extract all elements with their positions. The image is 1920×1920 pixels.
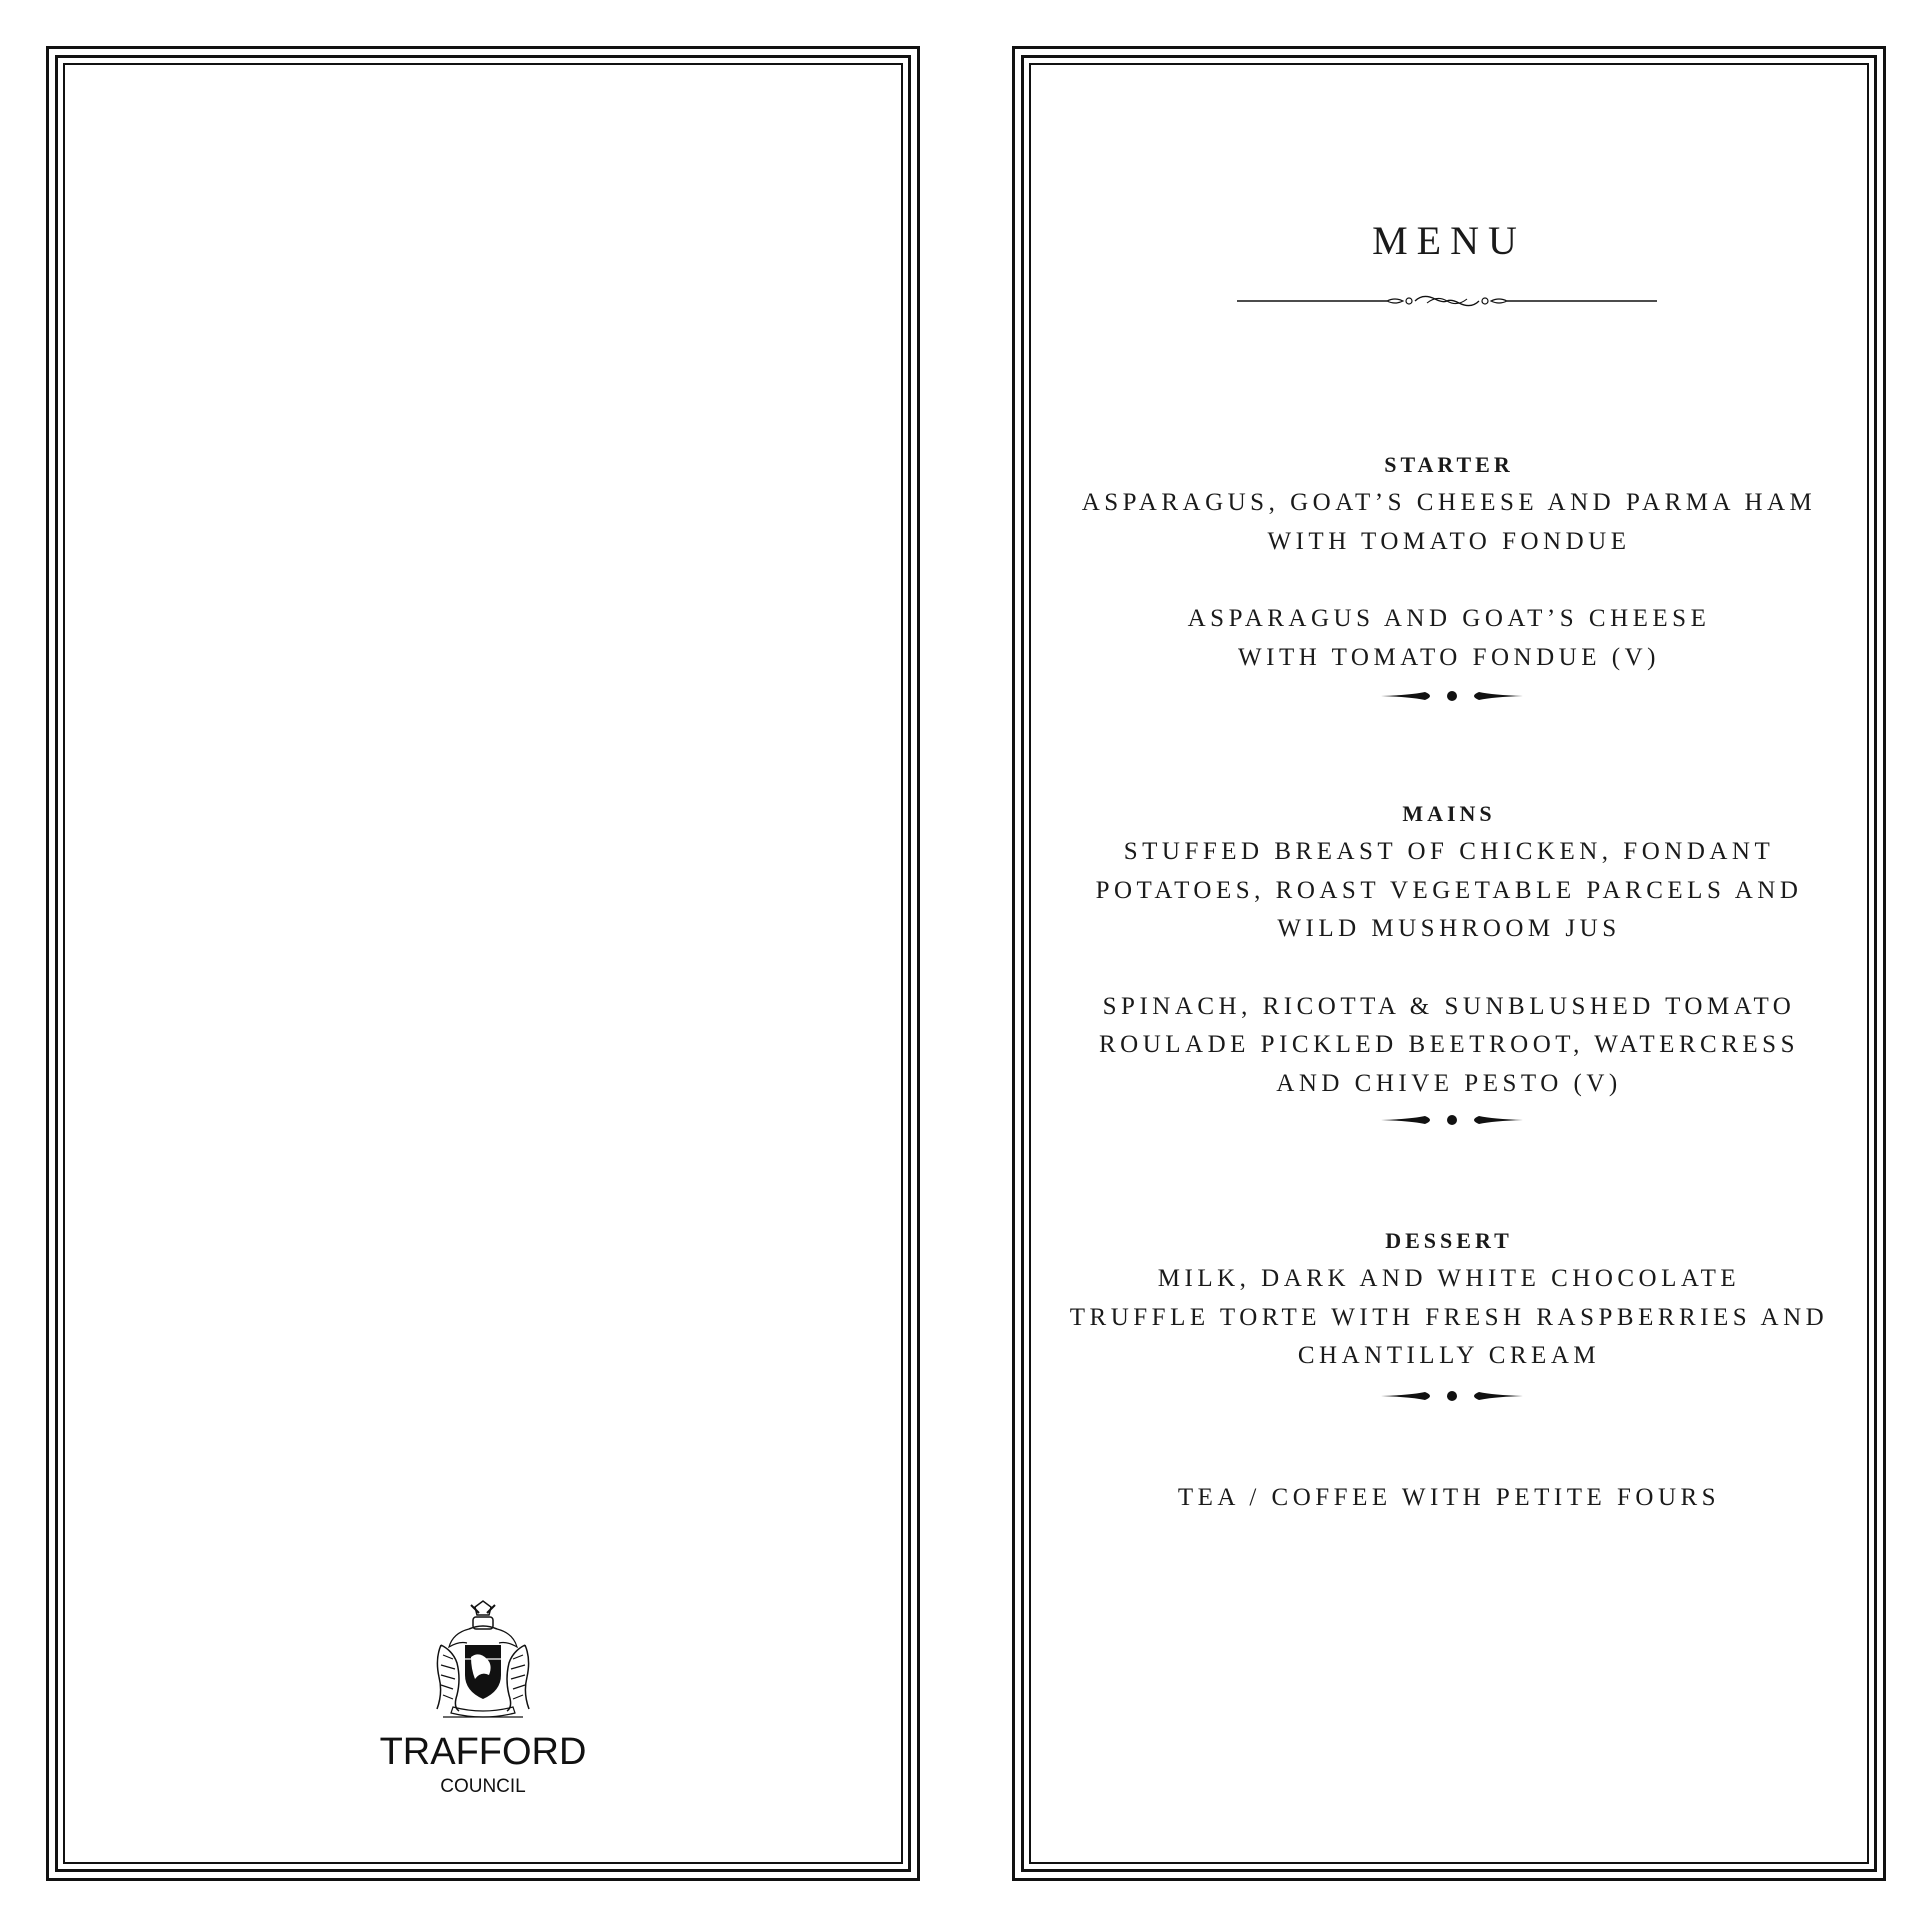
section-heading-dessert: DESSERT [1385,1228,1513,1253]
menu-title: MENU [1372,218,1526,263]
menu-item-line: WILD MUSHROOM JUS [1277,915,1621,942]
menu-item [1015,988,1883,1104]
menu-item-line: ASPARAGUS, GOAT’S CHEESE AND PARMA HAM [1081,489,1817,516]
menu-item [1015,600,1883,677]
menu-item-line: AND CHIVE PESTO (V) [1276,1069,1622,1097]
closing-line: TEA / COFFEE WITH PETITE FOURS [1177,1484,1721,1511]
menu-item-line: ROULADE PICKLED BEETROOT, WATERCRESS [1099,1031,1799,1058]
logo-name: TRAFFORD [379,1731,587,1773]
section-divider-icon [1381,689,1523,703]
trafford-council-logo [49,1599,917,1796]
section-heading-mains: MAINS [1402,801,1496,826]
menu-cover-panel [46,46,920,1881]
menu-item-line: WITH TOMATO FONDUE (V) [1238,643,1660,671]
menu-item [1015,1260,1883,1376]
coat-of-arms-icon [423,1599,543,1729]
menu-content-panel [1012,46,1886,1881]
menu-item-line: TRUFFLE TORTE WITH FRESH RASPBERRIES AND [1069,1303,1829,1331]
title-flourish-icon [1237,293,1657,309]
menu-item-line: ASPARAGUS AND GOAT’S CHEESE [1187,605,1711,632]
starter-section [1015,446,1883,677]
menu-item-line: WITH TOMATO FONDUE [1267,527,1631,555]
menu-item-line: CHANTILLY CREAM [1297,1342,1601,1369]
closing-section [1015,1479,1883,1518]
menu-content [1015,49,1883,1878]
menu-item [1015,484,1883,561]
menu-item [1015,833,1883,949]
section-heading-starter: STARTER [1384,452,1514,477]
section-divider-icon [1381,1113,1523,1127]
cover-border-inner [63,63,903,1864]
menu-item-line: STUFFED BREAST OF CHICKEN, FONDANT [1123,838,1775,865]
logo-subtitle: COUNCIL [440,1776,526,1797]
mains-section [1015,795,1883,1103]
menu-item-line: POTATOES, ROAST VEGETABLE PARCELS AND [1095,876,1803,904]
section-divider-icon [1381,1389,1523,1403]
menu-item-line: SPINACH, RICOTTA & SUNBLUSHED TOMATO [1102,992,1796,1020]
menu-item-line: MILK, DARK AND WHITE CHOCOLATE [1157,1265,1741,1292]
dessert-section [1015,1222,1883,1376]
